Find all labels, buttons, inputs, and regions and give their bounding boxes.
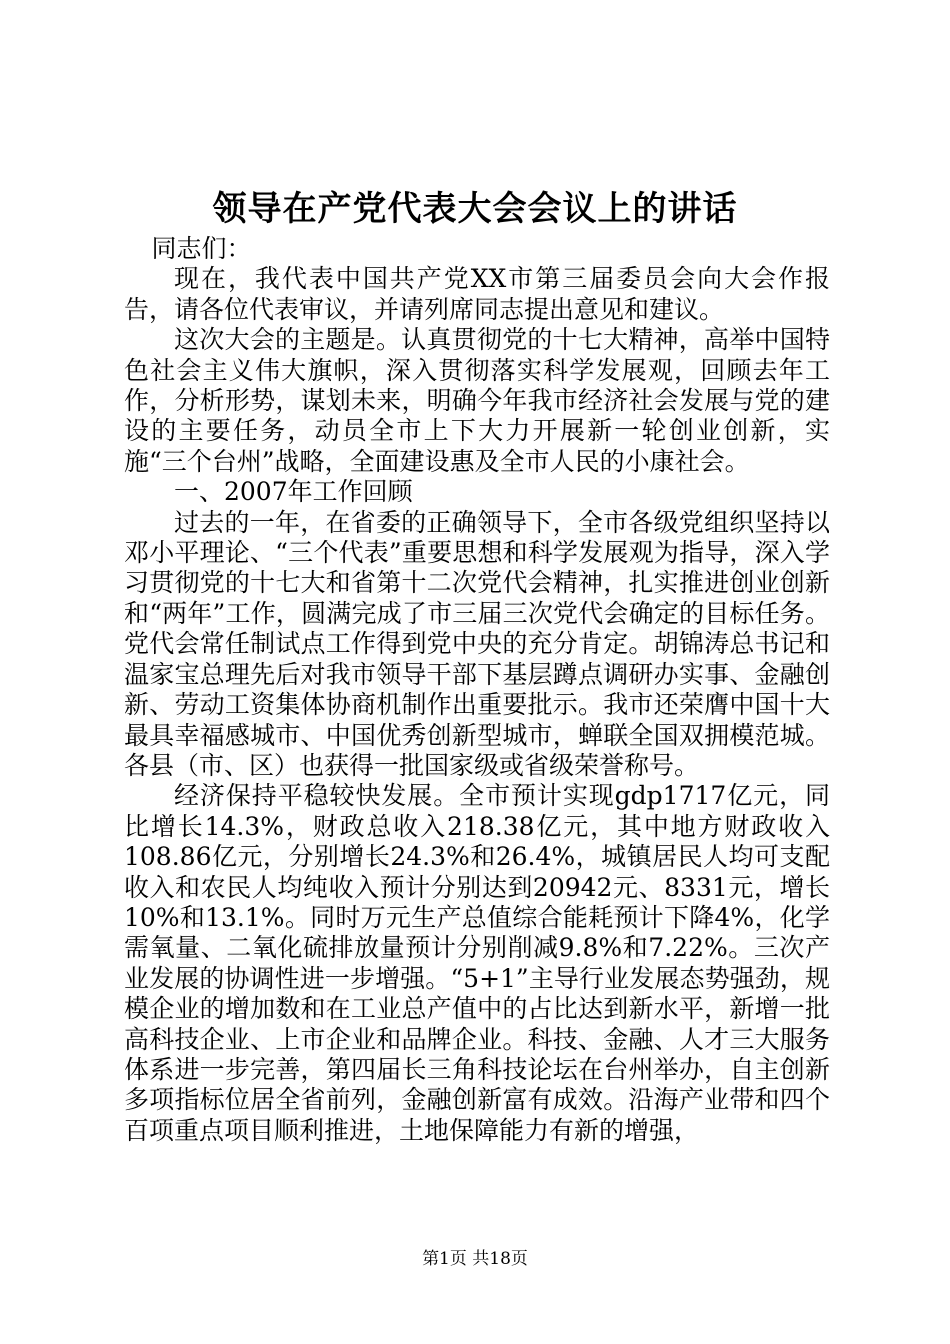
paragraph-theme: 这次大会的主题是。认真贯彻党的十七大精神，高举中国特色社会主义伟大旗帜，深入贯彻落实科学发展观，回顾去年工作，分析形势，谋划未来，明确今年我市经济社会发展与党的建设的主要任务，动员全市上下大力开展新一轮创业创新，实施“三个台州”战略，全面建设惠及全市人民的小康社会。 [124, 325, 830, 476]
document-title: 领导在产党代表大会会议上的讲话 [212, 189, 738, 229]
paragraph-economy: 经济保持平稳较快发展。全市预计实现gdp1717亿元，同比增长14.3%，财政总收入218.38亿元，其中地方财政收入108.86亿元，分别增长24.3%和26.4%，城镇居民人均可支配收入和农民人均纯收入预计分别达到20942元、8331元，增长10%和13.1%。同时万元生产总值综合能耗预计下降4%，化学需氧量、二氧化硫排放量预计分别削减9.8%和7.22%。三次产业发展的协调性进一步增强。“5+1”主导行业发展态势强劲，规模企业的增加数和在工业总产值中的占比达到新水平，新增一批高科技企业、上市企业和品牌企业。科技、金融、人才三大服务体系进一步完善，第四届长三角科技论坛在台州举办，自主创新多项指标位居全省前列，金融创新富有成效。沿海产业带和四个百项重点项目顺利推进，土地保障能力有新的增强， [124, 781, 830, 1145]
paragraph-greeting: 同志们： [151, 234, 252, 263]
document-body [124, 234, 830, 1146]
page-number: 第1页 共18页 [422, 1249, 528, 1269]
paragraph-opening: 现在，我代表中国共产党XX市第三届委员会向大会作报告，请各位代表审议，并请列席同志提出意见和建议。 [124, 264, 830, 324]
paragraph-review: 过去的一年，在省委的正确领导下，全市各级党组织坚持以邓小平理论、“三个代表”重要思想和科学发展观为指导，深入学习贯彻党的十七大和省第十二次党代会精神，扎实推进创业创新和“两年”工作，圆满完成了市三届三次党代会确定的目标任务。党代会常任制试点工作得到党中央的充分肯定。胡锦涛总书记和温家宝总理先后对我市领导干部下基层蹲点调研办实事、金融创新、劳动工资集体协商机制作出重要批示。我市还荣膺中国十大最具幸福感城市、中国优秀创新型城市，蝉联全国双拥模范城。各县（市、区）也获得一批国家级或省级荣誉称号。 [124, 507, 830, 780]
section-heading: 一、2007年工作回顾 [174, 477, 413, 507]
